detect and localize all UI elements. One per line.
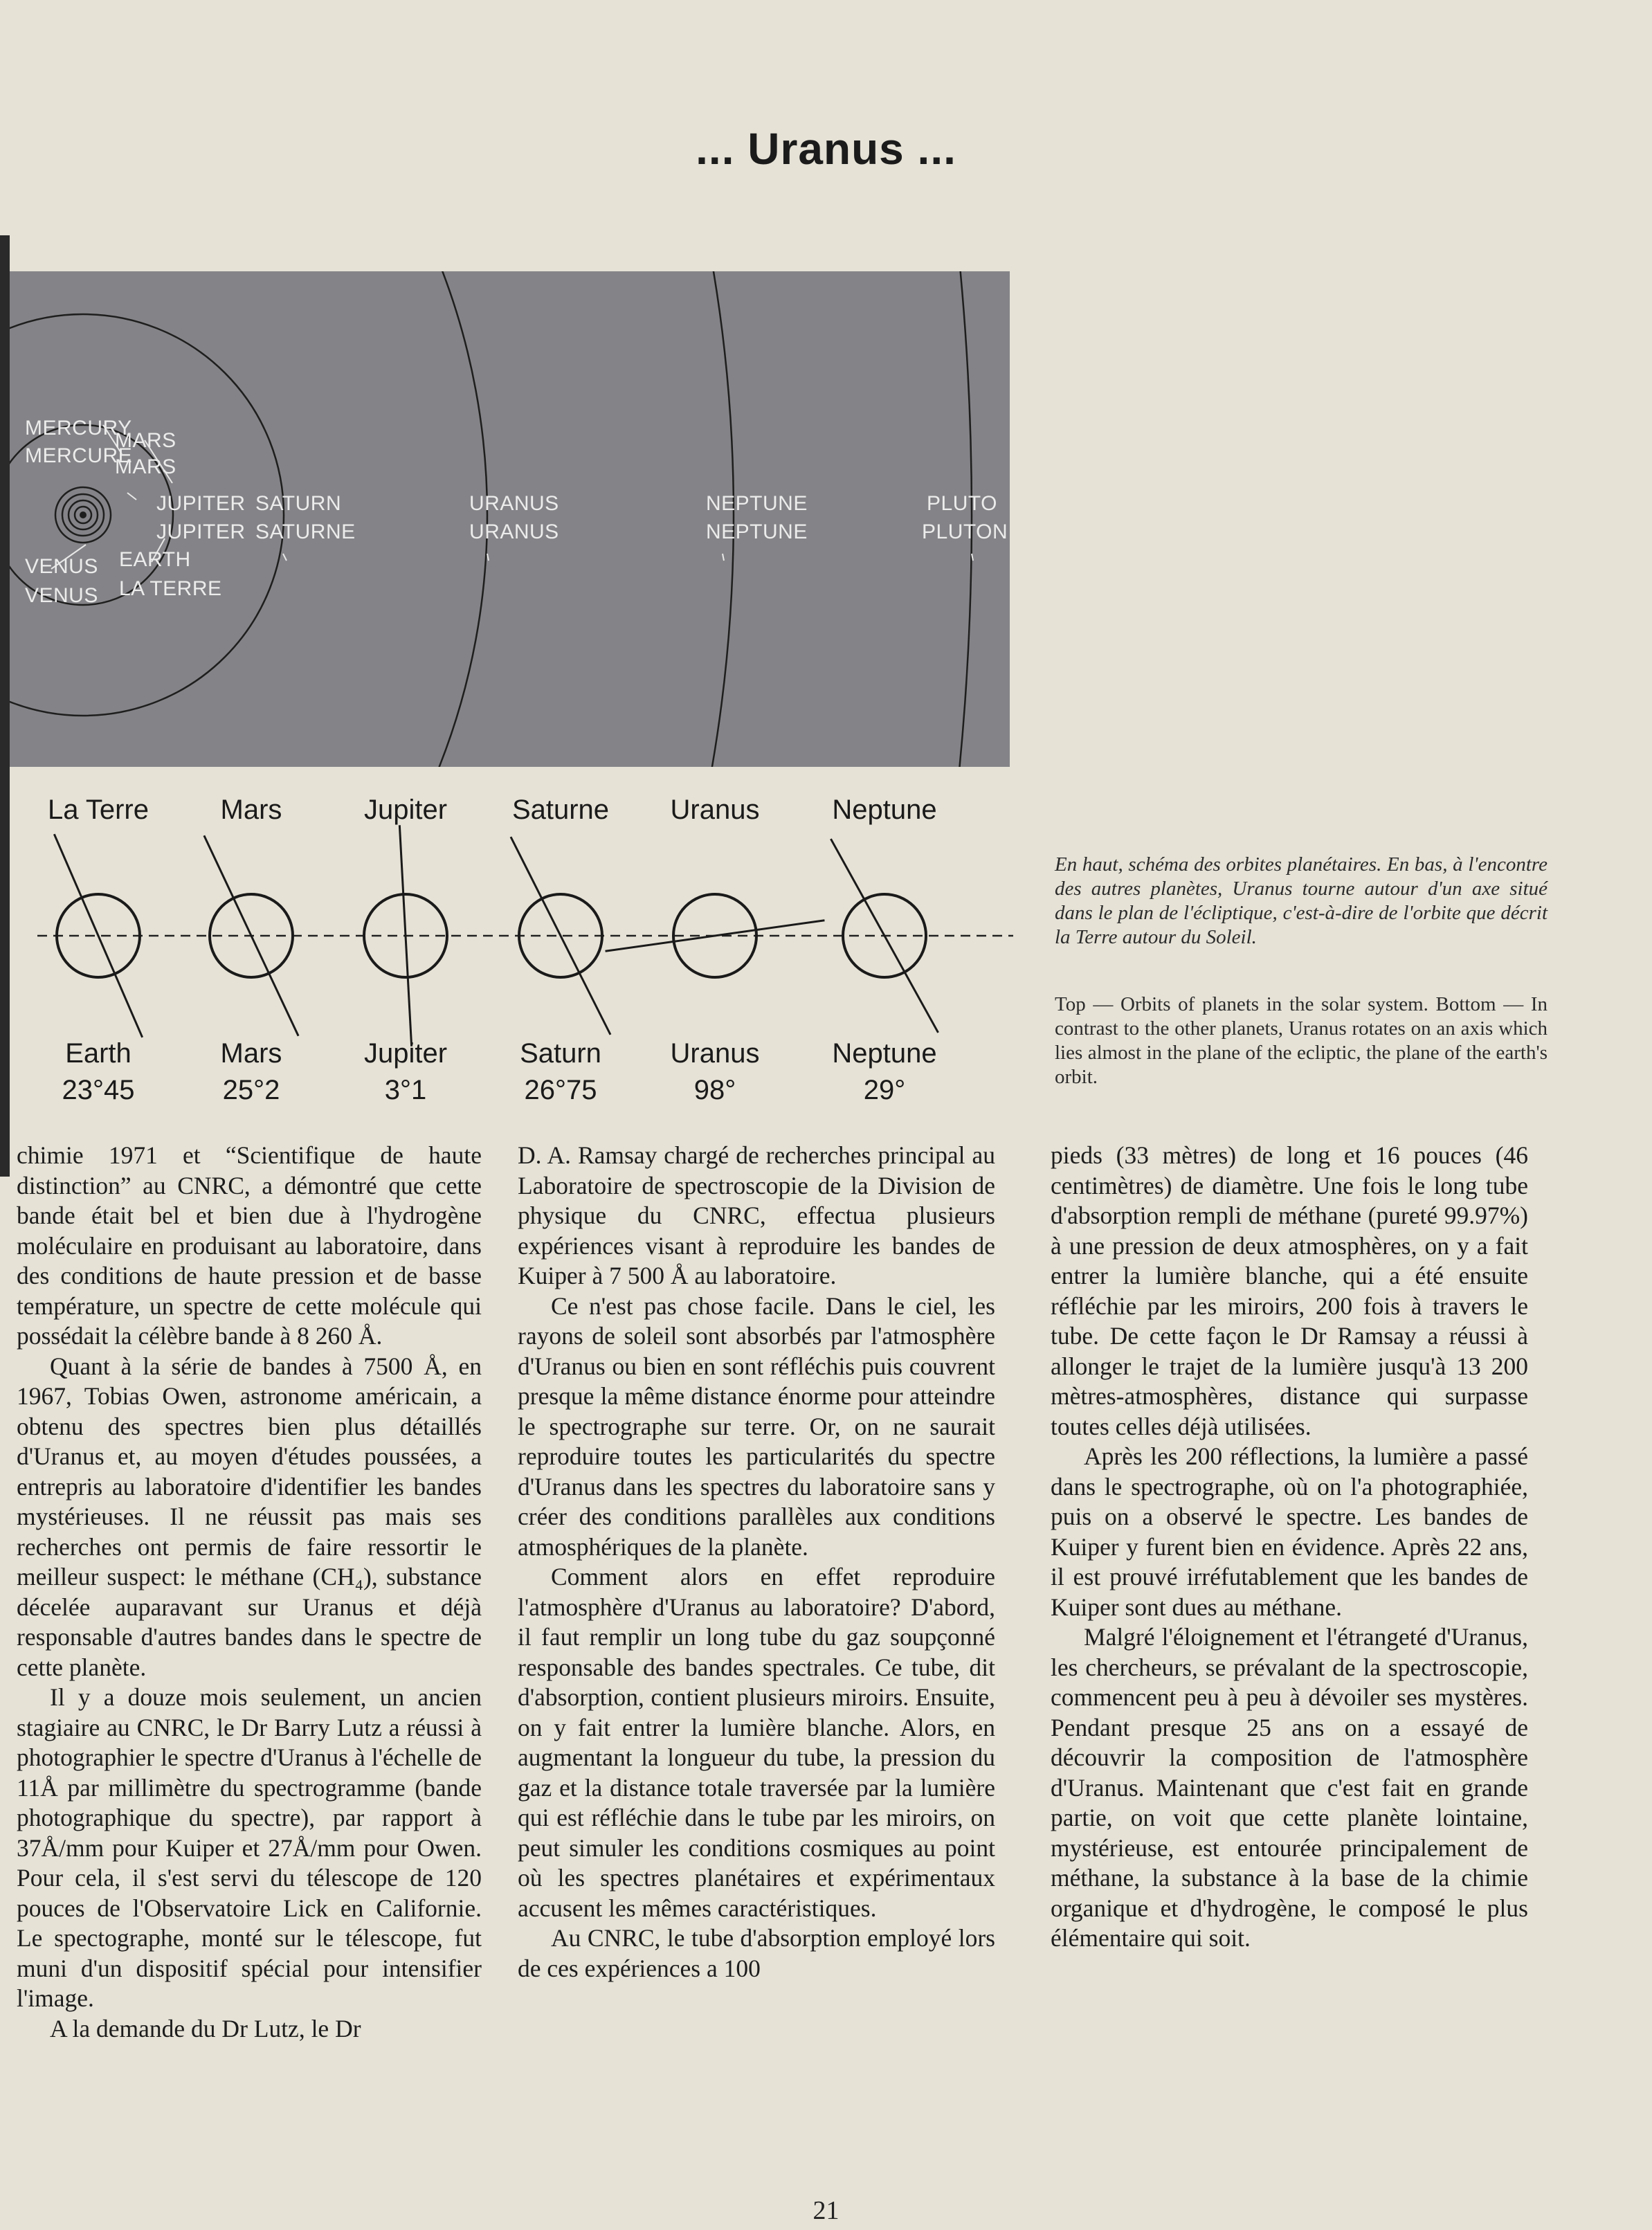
paragraph: Après les 200 réflections, la lumière a passé dans le spectrographe, où on l'a photographiée, puis on a observé le spectre. Les bandes de Kuiper y furent bien en évidence. Après 22 ans, il est prouvé irréfutablement que les bandes de Kuiper sont dues au méthane. [1051,1442,1528,1621]
mercury-label-en: MERCURY [25,417,132,439]
axis-tilt-value: 23°45 [62,1075,135,1105]
planet-axis-neptune [830,795,938,1105]
rotation-axis [54,834,142,1037]
earth-label-fr: LA TERRE [119,577,222,600]
uranus-label-en: URANUS [469,492,559,515]
jupiter-label-en: JUPITER [156,492,246,515]
planet-name-en: Neptune [832,1038,937,1069]
planet-name-fr: Mars [220,795,282,825]
planet-name-en: Saturn [520,1038,601,1069]
planet-axis-jupiter [364,795,447,1105]
page-binding-edge [0,235,10,1177]
pluto-orbit [10,271,972,767]
axis-tilt-value: 98° [693,1075,736,1105]
paragraph: Malgré l'éloignement et l'étrangeté d'Uranus, les chercheurs, se prévalant de la spectroscopie, commencent peu à peu à dévoiler ses mystères. Pendant presque 25 ans on a essayé de découvrir la composition de l'atmosphère d'Uranus. Maintenant que c'est fait en grande partie, on voit que cette planète lointaine, mystérieuse, est entourée principalement de méthane, la substance à la base de la chimie organique et d'hydrogène, le composé le plus élémentaire qui soit. [1051,1623,1528,1952]
jupiter-label-fr: JUPITER [156,520,246,543]
axis-tilt-value: 3°1 [384,1075,427,1105]
planet-axis-mars [204,795,298,1105]
planet-name-fr: Jupiter [363,795,448,825]
planet-name-fr: Saturne [511,795,610,825]
planet-name-en: Mars [220,1038,282,1069]
pluto-label-fr: PLUTON [922,520,1008,543]
mars-label-en: MARS [115,429,176,452]
pluto-label-en: PLUTO [927,492,997,515]
uranus-orbit [10,271,487,767]
paragraph: pieds (33 mètres) de long et 16 pouces (46 centimètres) de diamètre. Une fois le long tube d'absorption rempli de méthane (pureté 99.97%) à une pression de deux atmosphères, on y a fait entrer la lumière blanche, qui a été ensuite réfléchie par les miroirs, 200 fois à travers le tube. De cette façon le Dr Ramsay a réussi à allonger le trajet de la lumière jusqu'à 13 200 mètres-atmosphères, distance qui surpasse toutes celles déjà utilisées. [1051,1141,1528,1440]
text-column-2 [518,1141,995,1984]
planet-name-fr: Neptune [832,795,937,825]
paragraph: Au CNRC, le tube d'absorption employé lors de ces expériences a 100 [518,1924,995,1982]
planet-axis-earth [48,795,149,1105]
earth-label-en: EARTH [119,548,191,571]
caption-french: En haut, schéma des orbites planétaires. En bas, à l'encontre des autres planètes, Uranus tourne autour d'un axe situé dans le plan de l'écliptique, c'est-à-dire de l'orbite que décrit la Terre autour du Soleil. [1055,853,1547,948]
neptune-label-en: NEPTUNE [706,492,808,515]
axis-tilt-diagram [10,789,1020,1121]
planet-name-fr: La Terre [47,795,149,825]
page-number: 21 [813,2196,839,2225]
page-title: ... Uranus ... [696,123,956,174]
text-column-3 [1051,1141,1528,1954]
saturn-orbit [10,314,284,716]
venus-label-fr: VENUS [25,584,98,607]
venus-label-en: VENUS [25,555,98,578]
saturn-label-fr: SATURNE [255,520,356,543]
planet-name-en: Uranus [670,1038,760,1069]
paragraph: chimie 1971 et “Scientifique de haute distinction” au CNRC, a démontré que cette bande était bel et bien due à l'hydrogène moléculaire en produisant au laboratoire, dans des conditions de haute pression et de basse température, un spectre de cette molécule qui possédait la célèbre bande à 8 260 Å. [17,1141,482,1350]
axis-tilt-value: 26°75 [524,1075,597,1105]
planet-name-en: Jupiter [363,1038,448,1069]
planet-axis-uranus [606,795,825,1105]
neptune-orbit [10,271,734,767]
planet-name-en: Earth [65,1038,131,1069]
paragraph: A la demande du Dr Lutz, le Dr [50,2014,361,2042]
paragraph: Comment alors en effet reproduire l'atmosphère d'Uranus au laboratoire? D'abord, il faut remplir un long tube du gaz soupçonné responsable des bandes spectrales. Ce tube, dit d'absorption, contient plusieurs miroirs. Ensuite, on y fait entrer la lumière blanche. Alors, en augmentant la longueur du tube, la pression du gaz et la distance totale traversée par la lumière qui est réfléchie dans le tube par les miroirs, on peut simuler les conditions cosmiques au point où les spectres planétaires et expérimentaux accusent les mêmes caractéristiques. [518,1563,995,1922]
paragraph: Il y a douze mois seulement, un ancien stagiaire au CNRC, le Dr Barry Lutz a réussi à photographier le spectre d'Uranus à l'échelle de 11Å par millimètre du spectrogramme (bande photographique du spectre), par rapport à 37Å/mm pour Kuiper et 27Å/mm pour Owen. Pour cela, il s'est servi du télescope de 120 pouces de l'Observatoire Lick en Californie. Le spectographe, monté sur le télescope, fut muni d'un dispositif spécial pour intensifier l'image. [17,1683,482,2012]
paragraph: D. A. Ramsay chargé de recherches principal au Laboratoire de spectroscopie de la Division de physique du CNRC, effectua plusieurs expériences visant à reproduire les bandes de Kuiper à 7 500 Å au laboratoire. [518,1141,995,1289]
caption-english: Top — Orbits of planets in the solar system. Bottom — In contrast to the other planets, Uranus rotates on an axis which lies almost in the plane of the ecliptic, the plane of the earth's orbit. [1055,993,1547,1088]
neptune-label-fr: NEPTUNE [706,520,808,543]
planet-axis-saturn [511,795,610,1105]
sun-marker [80,511,87,518]
paragraph: Ce n'est pas chose facile. Dans le ciel, les rayons de soleil sont absorbés par l'atmosphère d'Uranus ou bien en sont réfléchis puis couvrent presque la même distance énorme pour atteindre le spectrographe sur terre. Or, on ne saurait reproduire toutes les particularités du spectre d'Uranus dans les spectres du laboratoire sans y créer des conditions parallèles aux conditions atmosphériques de la planète. [518,1291,995,1561]
saturn-label-en: SATURN [255,492,342,515]
uranus-label-fr: URANUS [469,520,559,543]
orbit-diagram [10,271,1010,767]
mars-label-fr: MARS [115,455,176,478]
mercury-label-fr: MERCURE [25,444,133,467]
planet-name-fr: Uranus [670,795,760,825]
axis-tilt-value: 25°2 [222,1075,280,1105]
axis-tilt-value: 29° [863,1075,906,1105]
paragraph: Quant à la série de bandes à 7500 Å, en 1967, Tobias Owen, astronome américain, a obtenu des spectres bien plus détaillés d'Uranus et, au moyen d'études poussées, a entrepris au laboratoire d'identifier les bandes mystérieuses. Il ne réussit pas mais ses recherches ont permis de faire ressortir le meilleur suspect: le méthane (CH₄), substance décelée auparavant sur Uranus et déjà responsable d'autres bandes dans le spectre de cette planète. [17,1352,482,1681]
text-column-1 [17,1141,482,2044]
